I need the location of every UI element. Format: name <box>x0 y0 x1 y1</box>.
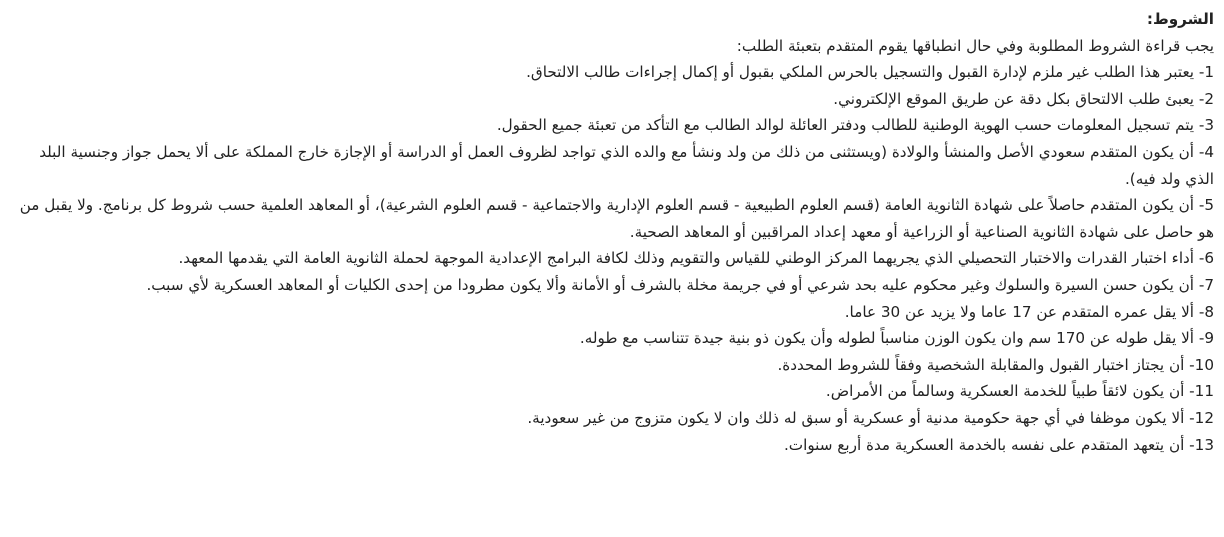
condition-item: 12- ألا يكون موظفا في أي جهة حكومية مدنية أو عسكرية أو سبق له ذلك وان لا يكون متزوج من غير سعودية. <box>527 408 1214 427</box>
condition-item: 7- أن يكون حسن السيرة والسلوك وغير محكوم عليه بحد شرعي أو في جريمة مخلة بالشرف أو الأمانة وألا يكون مطرودا من إحدى الكليات أو المعاهد العسكرية لأي سبب. <box>146 275 1214 294</box>
condition-item: 4- أن يكون المتقدم سعودي الأصل والمنشأ والولادة (ويستثنى من ذلك من ولد ونشأ مع والده الذي تواجد لظروف العمل أو الدراسة أو الإجازة خارج المملكة على ألا يحمل جواز وجنسية البلد الذي ولد فيه). <box>39 142 1214 188</box>
conditions-list <box>12 59 1214 458</box>
condition-item: 2- يعبئ طلب الالتحاق بكل دقة عن طريق الموقع الإلكتروني. <box>833 89 1214 108</box>
condition-item: 9- ألا يقل طوله عن 170 سم وان يكون الوزن مناسباً لطوله وأن يكون ذو بنية جيدة تتناسب مع طوله. <box>579 329 1214 348</box>
condition-item: 5- أن يكون المتقدم حاصلاً على شهادة الثانوية العامة (قسم العلوم الطبيعية - قسم العلوم الإدارية والاجتماعية - قسم العلوم الشرعية)، أو المعاهد العلمية حسب شروط كل برنامج. ولا يقبل من هو حاصل على شهادة الثانوية الصناعية أو الزراعية أو معهد إعداد المراقبين أو المعاهد الصحية. <box>19 196 1214 241</box>
condition-item: 3- يتم تسجيل المعلومات حسب الهوية الوطنية للطالب ودفتر العائلة لوالد الطالب مع التأكد من تعبئة جميع الحقول. <box>496 116 1214 135</box>
condition-item: 11- أن يكون لائقاً طبياً للخدمة العسكرية وسالماً من الأمراض. <box>825 382 1214 401</box>
condition-item: 13- أن يتعهد المتقدم على نفسه بالخدمة العسكرية مدة أربع سنوات. <box>783 435 1214 454</box>
condition-item: 1- يعتبر هذا الطلب غير ملزم لإدارة القبول والتسجيل بالحرس الملكي بقبول أو إكمال إجراءات طالب الالتحاق. <box>526 63 1214 82</box>
condition-item: 10- أن يجتاز اختبار القبول والمقابلة الشخصية وفقاً للشروط المحددة. <box>777 355 1214 374</box>
intro-text: يجب قراءة الشروط المطلوبة وفي حال انطباقها يقوم المتقدم بتعبئة الطلب: <box>736 36 1214 55</box>
page-title: الشروط: <box>1146 10 1214 28</box>
condition-item: 6- أداء اختبار القدرات والاختبار التحصيلي الذي يجريهما المركز الوطني للقياس والتقويم وذلك لكافة البرامج الإعدادية الموجهة لحملة الثانوية العامة التي يقدمها المعهد. <box>178 249 1214 268</box>
condition-item: 8- ألا يقل عمره المتقدم عن 17 عاما ولا يزيد عن 30 عاما. <box>844 302 1214 321</box>
